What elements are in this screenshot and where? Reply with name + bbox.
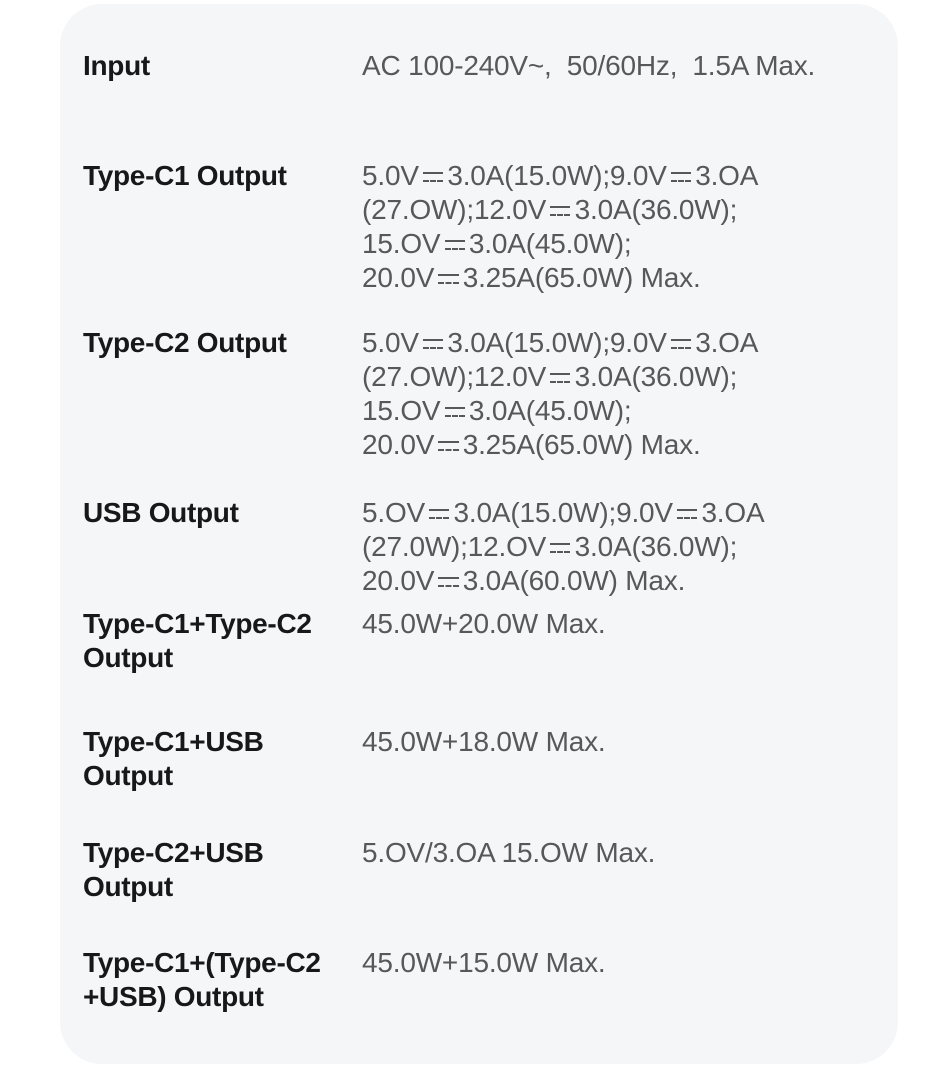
spec-label-typec2-output: Type-C2 Output [83, 327, 287, 358]
dc-current-icon [550, 373, 570, 383]
dc-current-icon [438, 274, 458, 284]
dc-current-icon [423, 339, 443, 349]
dc-current-icon [423, 172, 443, 182]
dc-current-icon [445, 407, 465, 417]
dc-current-icon [445, 240, 465, 250]
dc-current-icon [550, 543, 570, 553]
spec-row-typec1-typec2-usb-output [83, 946, 870, 1014]
spec-value-typec1-output: 5.0V 3.0A(15.0W);9.0V 3.OA (27.OW);12.0V 3.0A(36.0W); 15.OV 3.0A(45.0W); 20.0V 3.25A(65.0W) Max. [362, 160, 759, 293]
spec-row-typec1-usb-output [83, 725, 870, 793]
dc-current-icon [671, 172, 691, 182]
spec-label-usb-output: USB Output [83, 497, 239, 528]
spec-value-typec2-output: 5.0V 3.0A(15.0W);9.0V 3.OA (27.OW);12.0V 3.0A(36.0W); 15.OV 3.0A(45.0W); 20.0V 3.25A(65.0W) Max. [362, 327, 759, 460]
spec-label-typec1-output: Type-C1 Output [83, 160, 287, 191]
spec-value-usb-output: 5.OV 3.0A(15.0W);9.0V 3.OA (27.0W);12.OV 3.0A(36.0W); 20.0V 3.0A(60.0W) Max. [362, 497, 765, 596]
dc-current-icon [671, 339, 691, 349]
spec-row-typec2-usb-output [83, 836, 870, 904]
spec-label-typec1-typec2-output: Type-C1+Type-C2 Output [83, 608, 312, 673]
dc-current-icon [550, 206, 570, 216]
dc-current-icon [677, 509, 697, 519]
spec-label-typec1-typec2-usb-output: Type-C1+(Type-C2 +USB) Output [83, 947, 321, 1012]
dc-current-icon [429, 509, 449, 519]
spec-label-input: Input [83, 50, 150, 81]
dc-current-icon [438, 577, 458, 587]
spec-row-typec1-output [83, 159, 870, 295]
spec-value-input: AC 100-240V~, 50/60Hz, 1.5A Max. [362, 50, 816, 81]
spec-label-typec2-usb-output: Type-C2+USB Output [83, 837, 264, 902]
spec-row-typec1-typec2-output [83, 607, 870, 675]
spec-row-input [83, 49, 870, 83]
spec-value-typec1-typec2-usb-output: 45.0W+15.0W Max. [362, 947, 606, 978]
spec-value-typec1-usb-output: 45.0W+18.0W Max. [362, 726, 606, 757]
spec-row-usb-output [83, 496, 870, 598]
spec-row-typec2-output [83, 326, 870, 462]
dc-current-icon [438, 441, 458, 451]
spec-label-typec1-usb-output: Type-C1+USB Output [83, 726, 264, 791]
spec-value-typec2-usb-output: 5.OV/3.OA 15.OW Max. [362, 837, 656, 868]
spec-card [60, 4, 898, 1064]
spec-value-typec1-typec2-output: 45.0W+20.0W Max. [362, 608, 606, 639]
